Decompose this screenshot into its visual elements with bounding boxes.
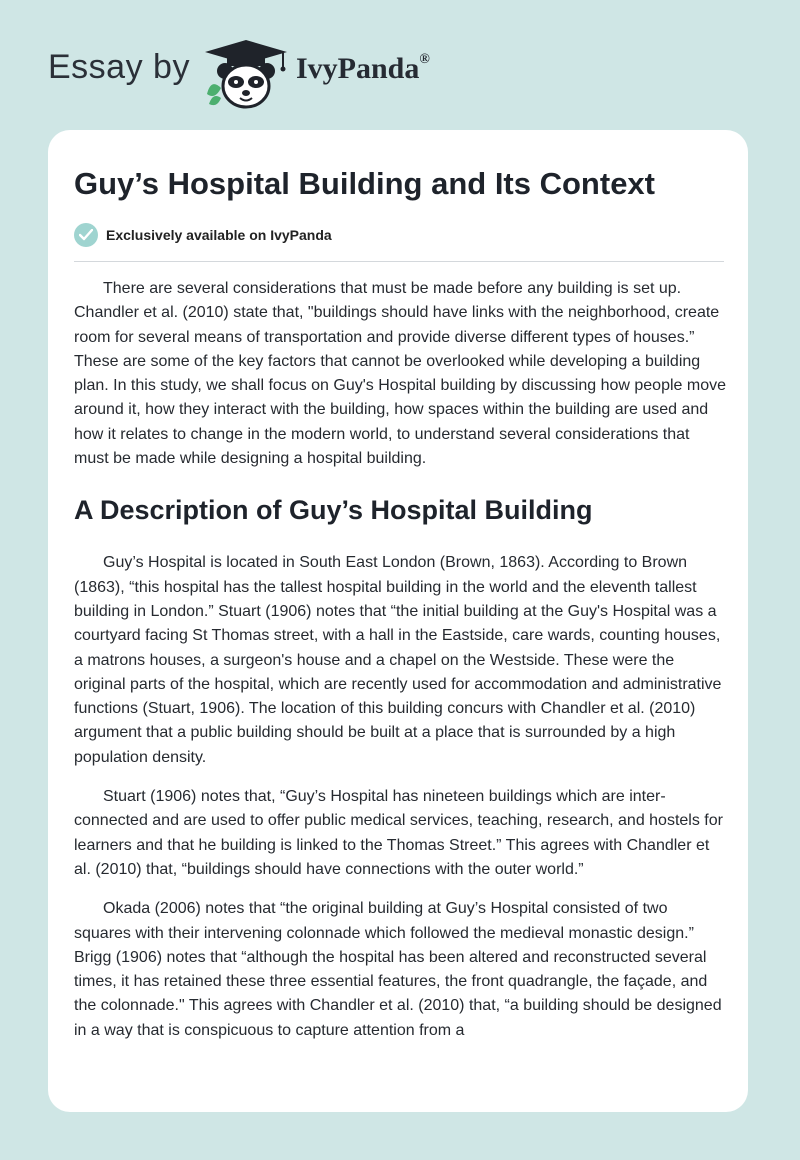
essay-by-label: Essay by (48, 48, 190, 86)
registered-mark: ® (419, 52, 430, 67)
body-paragraph-3: Okada (2006) notes that “the original building at Guy’s Hospital consisted of two squares with their intervening colonnade which followed the medieval monastic design.” Brigg (1906) notes that “although the hospital has been altered and reconstructed several times, it has retained these three essential features, the front quadrangle, the façade, and the colonnade." This agrees with Chandler et al. (2010) that, “a building should be designed in a way that is conspicuous to capture attention from a (74, 900, 722, 1039)
brand-name[interactable] (296, 52, 430, 86)
essay-card (48, 130, 748, 1112)
divider (74, 261, 724, 262)
intro-paragraph: There are several considerations that must be made before any building is set up. Chandler et al. (2010) state that, "buildings should have links with the neighborhood, create room for several means of transportation and provide diverse different types of houses.” These are some of the key factors that cannot be overlooked while developing a building plan. In this study, we shall focus on Guy's Hospital building by discussing how people move around it, how they interact with the building, how spaces within the building are used and how it relates to change in the modern world, to understand several considerations that must be made while designing a hospital building. (74, 280, 726, 468)
site-header (0, 0, 800, 120)
section-heading: A Description of Guy’s Hospital Building (74, 495, 593, 526)
check-circle-icon (74, 223, 98, 247)
body-paragraph-1: Guy’s Hospital is located in South East London (Brown, 1863). According to Brown (1863), “this hospital has the tallest hospital building in the world and the eleventh tallest building in London.” Stuart (1906) notes that “the initial building at the Guy's Hospital was a courtyard facing St Thomas street, with a hall in the Eastside, care wards, counting houses, a matrons houses, a surgeon's house and a chapel on the Westside. These were the original parts of the hospital, which are recently used for accommodation and administrative functions (Stuart, 1906). The location of this building concurs with Chandler et al. (2010) argument that a public building should be built at a place that is surrounded by a high population density. (74, 554, 722, 766)
page-title: Guy’s Hospital Building and Its Context (74, 166, 655, 201)
panda-graduate-logo-icon[interactable] (203, 38, 289, 110)
exclusive-badge-text: Exclusively available on IvyPanda (106, 227, 332, 243)
exclusive-badge (74, 222, 332, 248)
essay-body (74, 277, 726, 1058)
body-paragraph-2: Stuart (1906) notes that, “Guy’s Hospital has nineteen buildings which are inter-connected and are used to offer public medical services, teaching, research, and hostels for learners and that he building is linked to the Thomas Street.” This agrees with Chandler et al. (2010) that, “buildings should have connections with the outer world.” (74, 788, 723, 878)
brand-name-text: IvyPanda (296, 52, 420, 85)
